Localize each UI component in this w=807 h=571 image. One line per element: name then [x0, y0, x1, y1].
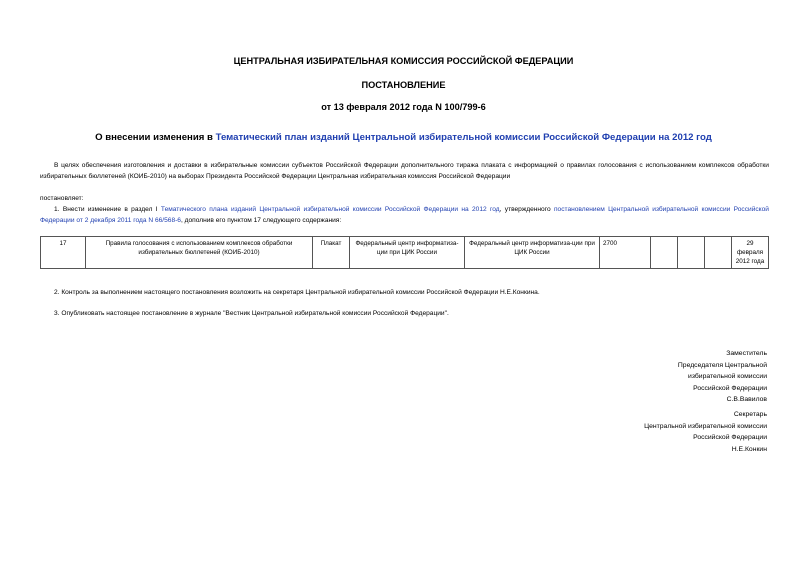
signature-line: Центральной избирательной комиссии	[644, 422, 767, 430]
cell-executor: Федеральный центр информатиза-ции при ЦИК России	[465, 237, 600, 269]
signature-secretary	[644, 409, 767, 455]
item-1-text-a: 1. Внести изменение в раздел I	[54, 206, 161, 213]
resolution-link[interactable]: постановлением Центральной избирательной комиссии Российской Федерации от 2 декабря 2011 года N 66/568-6	[40, 206, 769, 224]
doc-type-heading: ПОСТАНОВЛЕНИЕ	[361, 80, 446, 90]
signature-line: Российской Федерации	[693, 384, 767, 392]
plan-table	[40, 236, 769, 269]
cell-empty-3	[705, 237, 732, 269]
document-title	[40, 132, 767, 143]
signature-line: Российской Федерации	[693, 434, 767, 441]
signature-name: С.В.Вавилов	[726, 396, 767, 403]
cell-num: 17	[41, 237, 86, 269]
item-1-text-c: , дополнив его пунктом 17 следующего содержания:	[180, 217, 342, 224]
cell-empty-1	[651, 237, 678, 269]
signature-line: Секретарь	[733, 411, 767, 418]
cell-empty-2	[678, 237, 705, 269]
paragraph-item-1	[40, 204, 769, 226]
paragraph-resolves: постановляет:	[40, 195, 84, 202]
signature-line: Председателя Центральной	[677, 361, 767, 369]
signature-line: избирательной комиссии	[688, 373, 767, 380]
signature-line: Заместитель	[726, 350, 767, 357]
cell-date: 29 февраля 2012 года	[732, 237, 769, 269]
signature-name: Н.Е.Конкин	[731, 445, 767, 453]
paragraph-item-3: 3. Опубликовать настоящее постановление в журнале "Вестник Центральной избирательной комиссии Российской Федерации".	[54, 310, 449, 317]
cell-publisher: Федеральный центр информатиза-ции при ЦИК России	[350, 237, 465, 269]
cell-tirage: 2700	[600, 237, 651, 269]
cell-type: Плакат	[313, 237, 350, 269]
cell-name: Правила голосования с использованием комплексов обработки избирательных бюллетеней (КОИБ-2010)	[86, 237, 313, 269]
table-row	[41, 237, 769, 269]
item-1-text-b: , утвержденного	[499, 206, 554, 213]
org-heading: ЦЕНТРАЛЬНАЯ ИЗБИРАТЕЛЬНАЯ КОМИССИЯ РОССИЙСКОЙ ФЕДЕРАЦИИ	[233, 56, 574, 66]
paragraph-item-2: 2. Контроль за выполнением настоящего постановления возложить на секретаря Центральной избирательной комиссии Российской Федерации Н.Е.Конкина.	[54, 289, 540, 296]
paragraph-preamble: В целях обеспечения изготовления и доставки в избирательные комиссии субъектов Российской Федерации дополнительного тиража плаката с информацией о правилах голосования с использованием комплексов обработки избирательных бюллетеней (КОИБ-2010) на выборах Президента Российской Федерации Центральная избирательная комиссия Российской Федерации	[40, 162, 769, 180]
signature-deputy	[678, 348, 767, 406]
thematic-plan-link[interactable]: Тематического плана изданий Центральной избирательной комиссии Российской Федерации на 2012 год	[160, 206, 500, 213]
title-prefix: О внесении изменения в	[95, 132, 216, 143]
title-link[interactable]: Тематический план изданий Центральной избирательной комиссии Российской Федерации на 2012 год	[215, 132, 712, 143]
date-number-heading: от 13 февраля 2012 года N 100/799-6	[321, 102, 486, 112]
